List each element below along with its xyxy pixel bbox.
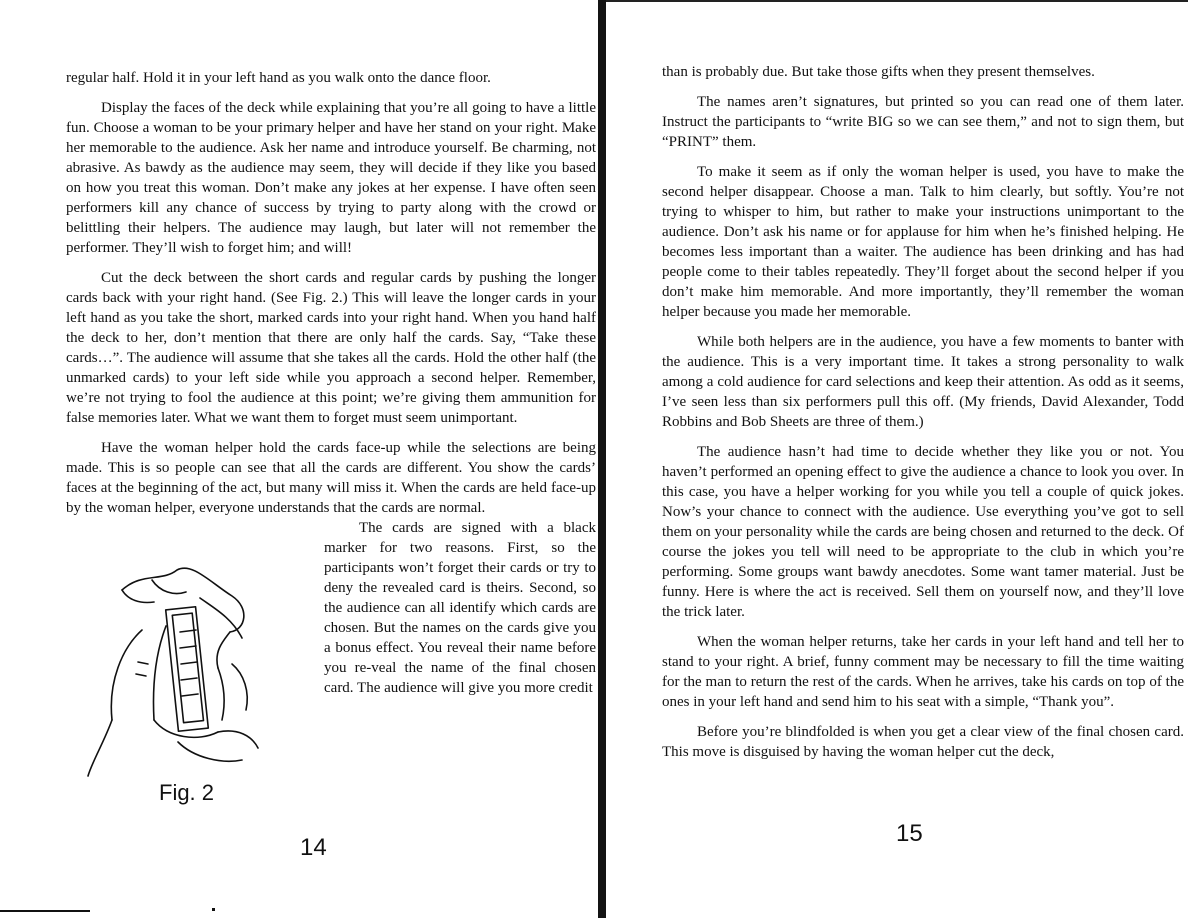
page-number: 15 — [896, 820, 923, 847]
paragraph: Display the faces of the deck while explaining that you’re all going to have a little fun. Choose a woman to be your primary helper and have her stand on your right. Make her memorable to the audience. Ask her name and introduce yourself. Be charming, not abrasive. As bawdy as the audience may seem, they will decide if they like you based on how you treat this woman. Don’t make any jokes at her expense. I have often seen performers kill any chance of success by trying to party along with the crowd or belittling their helpers. The audience may laugh, but later will not remember the performer. They’ll wish to forget him; and will! — [66, 100, 596, 256]
scan-artifact — [0, 910, 90, 912]
scan-artifact — [212, 908, 215, 911]
paragraph: The cards are signed with a black marker for two reasons. First, so the participants won’t forget their cards or try to deny the revealed card is theirs. Second, so the audience can all identify which cards are chosen. But the names on the cards give you a bonus effect. You reveal their name before you re-veal the name of the final chosen card. The audience will give you more credit — [324, 520, 596, 696]
book-spine — [598, 0, 606, 918]
paragraph: The audience hasn’t had time to decide whether they like you or not. You haven’t performed an opening effect to give the audience a chance to look you over. In this case, you have a helper working for you while you tell a couple of quick jokes. Now’s your chance to connect with the audience. Use everything you’ve got to sell them on your personality while the cards are being chosen and returned to the deck. Of course the jokes you tell will need to be appropriate to the club in which you’re performing. Some groups want bawdy anecdotes. Some want tamer material. Just be funny. Here is where the act is received. Sell them on yourself now, and they’ll love the trick later. — [662, 444, 1184, 620]
figure-2 — [66, 518, 324, 848]
right-page — [606, 0, 1188, 918]
left-page-text — [66, 68, 596, 848]
right-page-text — [662, 62, 1184, 772]
paragraph: To make it seem as if only the woman helper is used, you have to make the second helper disappear. Choose a man. Talk to him clearly, but softly. You’re not trying to whisper to him, but rather to make your instructions unimportant to the audience. Don’t ask his name or for applause for him when he’s finished helping. He becomes less important than a waiter. The audience has been drinking and has had people come to their tables repeatedly. They’ll forget about the second helper if you don’t make him memorable. And more importantly, they’ll remember the woman helper because you made her memorable. — [662, 164, 1184, 320]
paragraph: While both helpers are in the audience, you have a few moments to banter with the audience. This is a very important time. It takes a strong personality to walk among a cold audience for card selections and keep their attention. As odd as it seems, I’ve seen less than six performers pull this off. (My friends, David Alexander, Todd Robbins and Bob Sheets are three of them.) — [662, 334, 1184, 430]
paragraph: Before you’re blindfolded is when you get a clear view of the final chosen card. This move is disguised by having the woman helper cut the deck, — [662, 724, 1184, 760]
paragraph: than is probably due. But take those gifts when they present themselves. — [662, 64, 1095, 80]
paragraph: Cut the deck between the short cards and regular cards by pushing the longer cards back with your right hand. (See Fig. 2.) This will leave the longer cards in your left hand as you take the short, marked cards into your right hand. When you hand half the deck to her, don’t mention that there are only half the cards. Say, “Take these cards…”. The audience will assume that she takes all the cards. Hold the other half (the unmarked cards) to your left side while you approach a second helper. Remember, we’re not trying to fool the audience at this point; we’re giving them ammunition for false memories later. What we want them to forget must seem unimportant. — [66, 270, 596, 426]
figure-caption: Fig. 2 — [159, 780, 215, 805]
paragraph: Have the woman helper hold the cards face-up while the selections are being made. This is so people can see that all the cards are different. You show the cards’ faces at the beginning of the act, but many will miss it. When the cards are held face-up by the woman helper, everyone understands that the cards are normal. — [66, 440, 596, 516]
page-number: 14 — [300, 834, 327, 861]
paragraph: regular half. Hold it in your left hand as you walk onto the dance floor. — [66, 70, 491, 86]
hand-holding-cards-illustration — [82, 552, 272, 782]
paragraph: When the woman helper returns, take her cards in your left hand and tell her to stand to your right. A brief, funny comment may be necessary to fill the time waiting for the man to return the rest of the cards. When he arrives, take his cards on top of the ones in your left hand and send him to his seat with a simple, “Thank you”. — [662, 634, 1184, 710]
paragraph: The names aren’t signatures, but printed so you can read one of them later. Instruct the participants to “write BIG so we can see them,” and not to sign them, but “PRINT” them. — [662, 94, 1184, 150]
